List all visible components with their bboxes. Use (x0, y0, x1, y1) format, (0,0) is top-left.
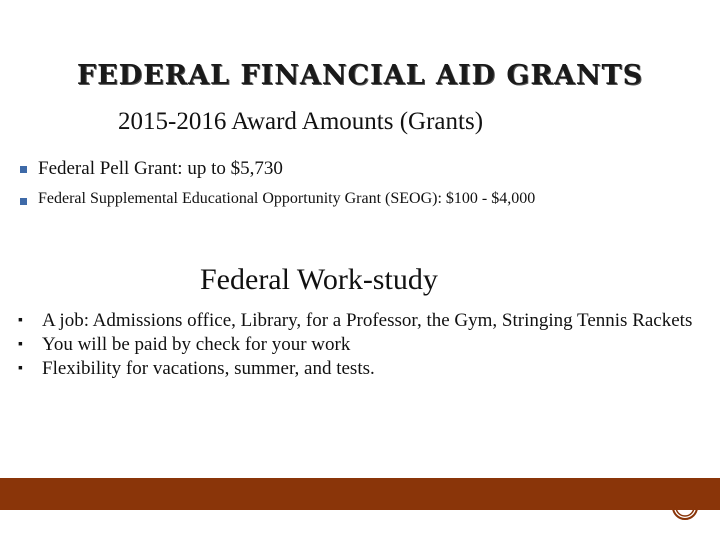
small-square-bullet-icon: ▪ (18, 337, 23, 352)
work-study-item-text: You will be paid by check for your work (42, 334, 351, 355)
square-bullet-icon (20, 166, 27, 173)
footer-bar (0, 478, 720, 510)
grant-item-text: Federal Pell Grant: up to $5,730 (38, 158, 283, 179)
work-study-item-job (18, 309, 708, 333)
grant-list (20, 158, 700, 222)
circle-ornament-icon (670, 505, 700, 525)
grant-item-pell (20, 158, 700, 190)
work-study-list (18, 309, 708, 381)
work-study-item-text: Flexibility for vacations, summer, and tests. (42, 358, 375, 379)
work-study-item-text: A job: Admissions office, Library, for a Professor, the Gym, Stringing Tennis Rackets (42, 310, 693, 331)
grant-item-seog (20, 190, 700, 222)
work-study-heading: Federal Work-study (200, 263, 438, 296)
small-square-bullet-icon: ▪ (18, 361, 23, 376)
small-square-bullet-icon: ▪ (18, 313, 23, 328)
slide-subtitle: 2015-2016 Award Amounts (Grants) (118, 108, 484, 135)
work-study-item-pay (18, 333, 708, 357)
grant-item-text: Federal Supplemental Educational Opportunity Grant (SEOG): $100 - $4,000 (38, 190, 536, 207)
slide-title: FEDERAL FINANCIAL AID GRANTS (76, 60, 644, 91)
square-bullet-icon (20, 198, 27, 205)
work-study-item-flex (18, 357, 708, 381)
